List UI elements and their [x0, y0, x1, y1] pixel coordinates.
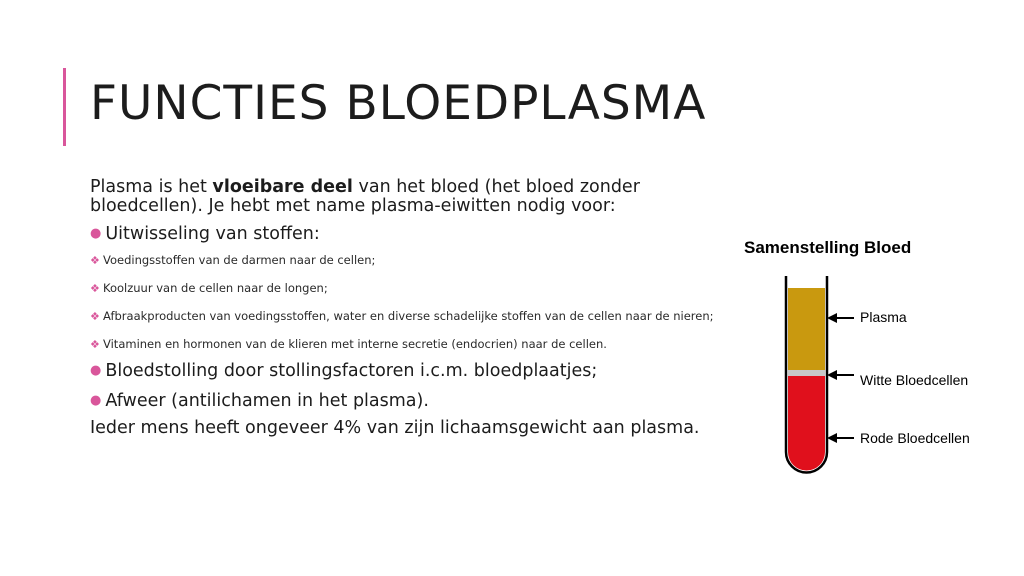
- red-cells-layer: [788, 376, 825, 470]
- diamond-bullet-icon: ❖: [90, 282, 100, 295]
- intro-bold-term: vloeibare deel: [212, 177, 353, 197]
- white-cells-layer: [788, 370, 825, 376]
- sub-item-text: Afbraakproducten van voedingsstoffen, water en diverse schadelijke stoffen van de cellen naar de nieren;: [103, 309, 714, 323]
- plasma-layer: [788, 288, 825, 370]
- label-white-cells: Witte Bloedcellen: [860, 372, 969, 388]
- slide-title: FUNCTIES BLOEDPLASMA: [90, 76, 707, 131]
- slide-body: [90, 178, 750, 446]
- intro-text-before: Plasma is het: [90, 177, 213, 197]
- blood-composition-figure: [740, 230, 1000, 480]
- bullet-defense-text: Afweer (antilichamen in het plasma).: [105, 391, 429, 411]
- arrow-left-icon: [827, 313, 854, 323]
- bullet-clotting: [90, 361, 750, 381]
- exchange-sub-list: [90, 254, 750, 351]
- diamond-bullet-icon: ❖: [90, 310, 100, 323]
- title-accent-bar: [63, 68, 66, 146]
- bullet-exchange-text: Uitwisseling van stoffen:: [105, 224, 320, 244]
- list-item: [90, 282, 763, 295]
- sub-item-text: Vitaminen en hormonen van de klieren met interne secretie (endocrien) naar de cellen.: [103, 337, 607, 351]
- intro-paragraph: [90, 178, 750, 216]
- figure-title: Samenstelling Bloed: [744, 238, 912, 257]
- label-plasma: Plasma: [860, 309, 907, 325]
- arrow-left-icon: [827, 370, 854, 380]
- list-item: [90, 338, 763, 351]
- diamond-bullet-icon: ❖: [90, 254, 100, 267]
- sub-item-text: Koolzuur van de cellen naar de longen;: [103, 281, 328, 295]
- intro-text-after: van het bloed (het bloed zonder bloedcellen). Je hebt met name plasma-eiwitten nodig voor:: [90, 177, 640, 216]
- sub-item-text: Voedingsstoffen van de darmen naar de cellen;: [103, 253, 376, 267]
- arrow-left-icon: [827, 433, 854, 443]
- list-item: [90, 254, 763, 267]
- label-red-cells: Rode Bloedcellen: [860, 430, 970, 446]
- bullet-exchange: [90, 224, 750, 244]
- bullet-dot-icon: ●: [90, 393, 102, 408]
- bullet-dot-icon: ●: [90, 226, 102, 241]
- bullet-clotting-text: Bloedstolling door stollingsfactoren i.c.m. bloedplaatjes;: [105, 361, 598, 381]
- list-item: [90, 310, 763, 323]
- bullet-defense: [90, 391, 750, 411]
- diamond-bullet-icon: ❖: [90, 338, 100, 351]
- closing-paragraph: Ieder mens heeft ongeveer 4% van zijn lichaamsgewicht aan plasma.: [90, 418, 700, 438]
- bullet-dot-icon: ●: [90, 363, 102, 378]
